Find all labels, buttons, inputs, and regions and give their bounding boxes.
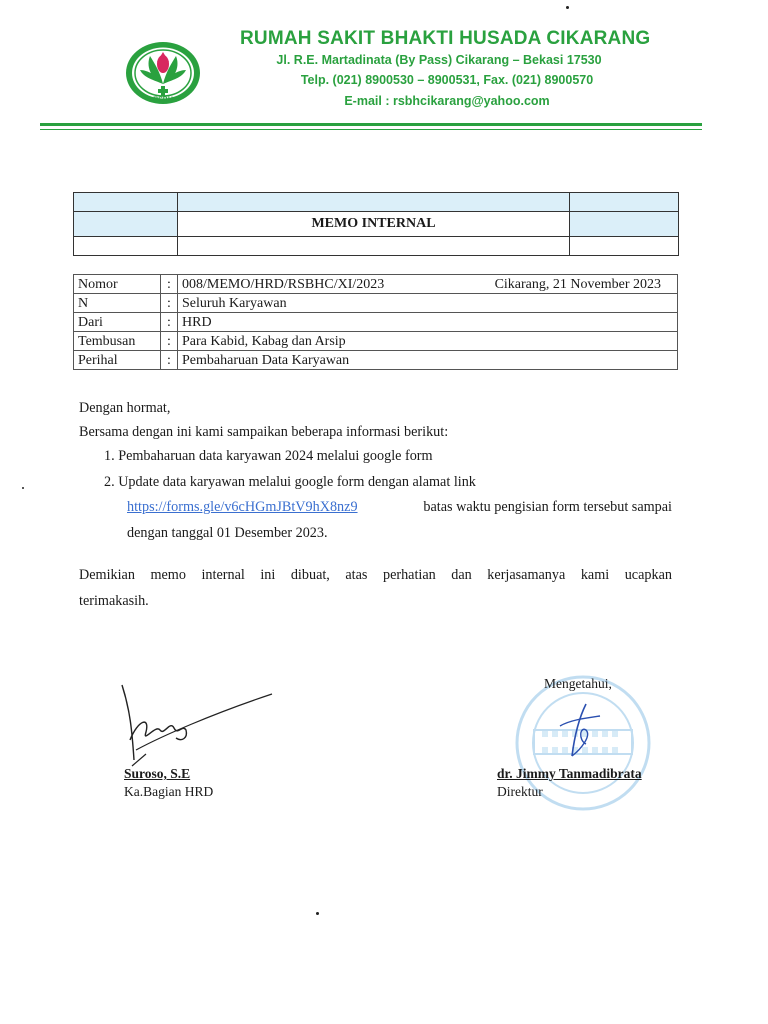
info-row-from bbox=[74, 313, 678, 332]
hospital-name: RUMAH SAKIT BHAKTI HUSADA CIKARANG bbox=[240, 28, 651, 49]
intro-text: Bersama dengan ini kami sampaikan beberapa informasi berikut: bbox=[79, 424, 449, 440]
memo-title: MEMO INTERNAL bbox=[178, 212, 570, 237]
info-colon: : bbox=[161, 332, 178, 351]
info-row-cc bbox=[74, 332, 678, 351]
deadline-text: batas waktu pengisian form tersebut sampai bbox=[423, 499, 672, 515]
closing-text: Demikian memo internal ini dibuat, atas perhatian dan kerjasamanya kami ucapkan bbox=[79, 567, 672, 583]
google-form-link[interactable]: https://forms.gle/v6cHGmJBtV9hX8nz9 bbox=[127, 499, 358, 515]
letterhead-rule bbox=[40, 123, 702, 126]
acknowledged-label: Mengetahui, bbox=[544, 676, 612, 691]
scan-speck bbox=[566, 6, 569, 9]
closing-text-end: terimakasih. bbox=[79, 593, 149, 609]
hospital-logo bbox=[124, 40, 202, 106]
info-label: N bbox=[74, 294, 161, 313]
memo-number: 008/MEMO/HRD/RSBHC/XI/2023 bbox=[182, 276, 385, 292]
hrd-signature bbox=[112, 680, 277, 780]
info-value bbox=[178, 275, 678, 294]
letterhead-rule-thin bbox=[40, 129, 702, 130]
info-colon: : bbox=[161, 351, 178, 370]
hrd-position: Ka.Bagian HRD bbox=[124, 784, 214, 799]
hrd-name: Suroso, S.E bbox=[124, 766, 191, 781]
link-line bbox=[127, 497, 672, 517]
info-colon: : bbox=[161, 313, 178, 332]
greeting: Dengan hormat, bbox=[79, 400, 171, 416]
info-label: Dari bbox=[74, 313, 161, 332]
list-item: 1. Pembaharuan data karyawan 2024 melalui google form bbox=[104, 448, 433, 464]
info-value: Para Kabid, Kabag dan Arsip bbox=[178, 332, 678, 351]
hospital-email: E-mail : rsbhcikarang@yahoo.com bbox=[344, 94, 550, 108]
scan-speck bbox=[316, 912, 319, 915]
info-label: Tembusan bbox=[74, 332, 161, 351]
info-colon: : bbox=[161, 275, 178, 294]
info-row-to bbox=[74, 294, 678, 313]
hospital-phone: Telp. (021) 8900530 – 8900531, Fax. (021) 8900570 bbox=[300, 73, 594, 87]
hospital-address: Jl. R.E. Martadinata (By Pass) Cikarang – Bekasi 17530 bbox=[276, 53, 602, 67]
logo-text: RSBH bbox=[153, 96, 173, 104]
memo-title-box bbox=[73, 192, 679, 256]
info-colon: : bbox=[161, 294, 178, 313]
info-value: Pembaharuan Data Karyawan bbox=[178, 351, 678, 370]
info-label: Nomor bbox=[74, 275, 161, 294]
info-row-nomor bbox=[74, 275, 678, 294]
director-name: dr. Jimmy Tanmadibrata bbox=[497, 766, 642, 781]
info-row-subject bbox=[74, 351, 678, 370]
info-value: Seluruh Karyawan bbox=[178, 294, 678, 313]
director-position: Direktur bbox=[497, 784, 543, 799]
director-signature bbox=[556, 700, 606, 758]
memo-date: Cikarang, 21 November 2023 bbox=[494, 276, 661, 292]
info-value: HRD bbox=[178, 313, 678, 332]
info-label: Perihal bbox=[74, 351, 161, 370]
scan-speck bbox=[22, 487, 24, 489]
memo-info-table bbox=[73, 274, 678, 370]
list-item: 2. Update data karyawan melalui google form dengan alamat link bbox=[104, 474, 476, 490]
deadline-date-text: dengan tanggal 01 Desember 2023. bbox=[127, 525, 328, 541]
